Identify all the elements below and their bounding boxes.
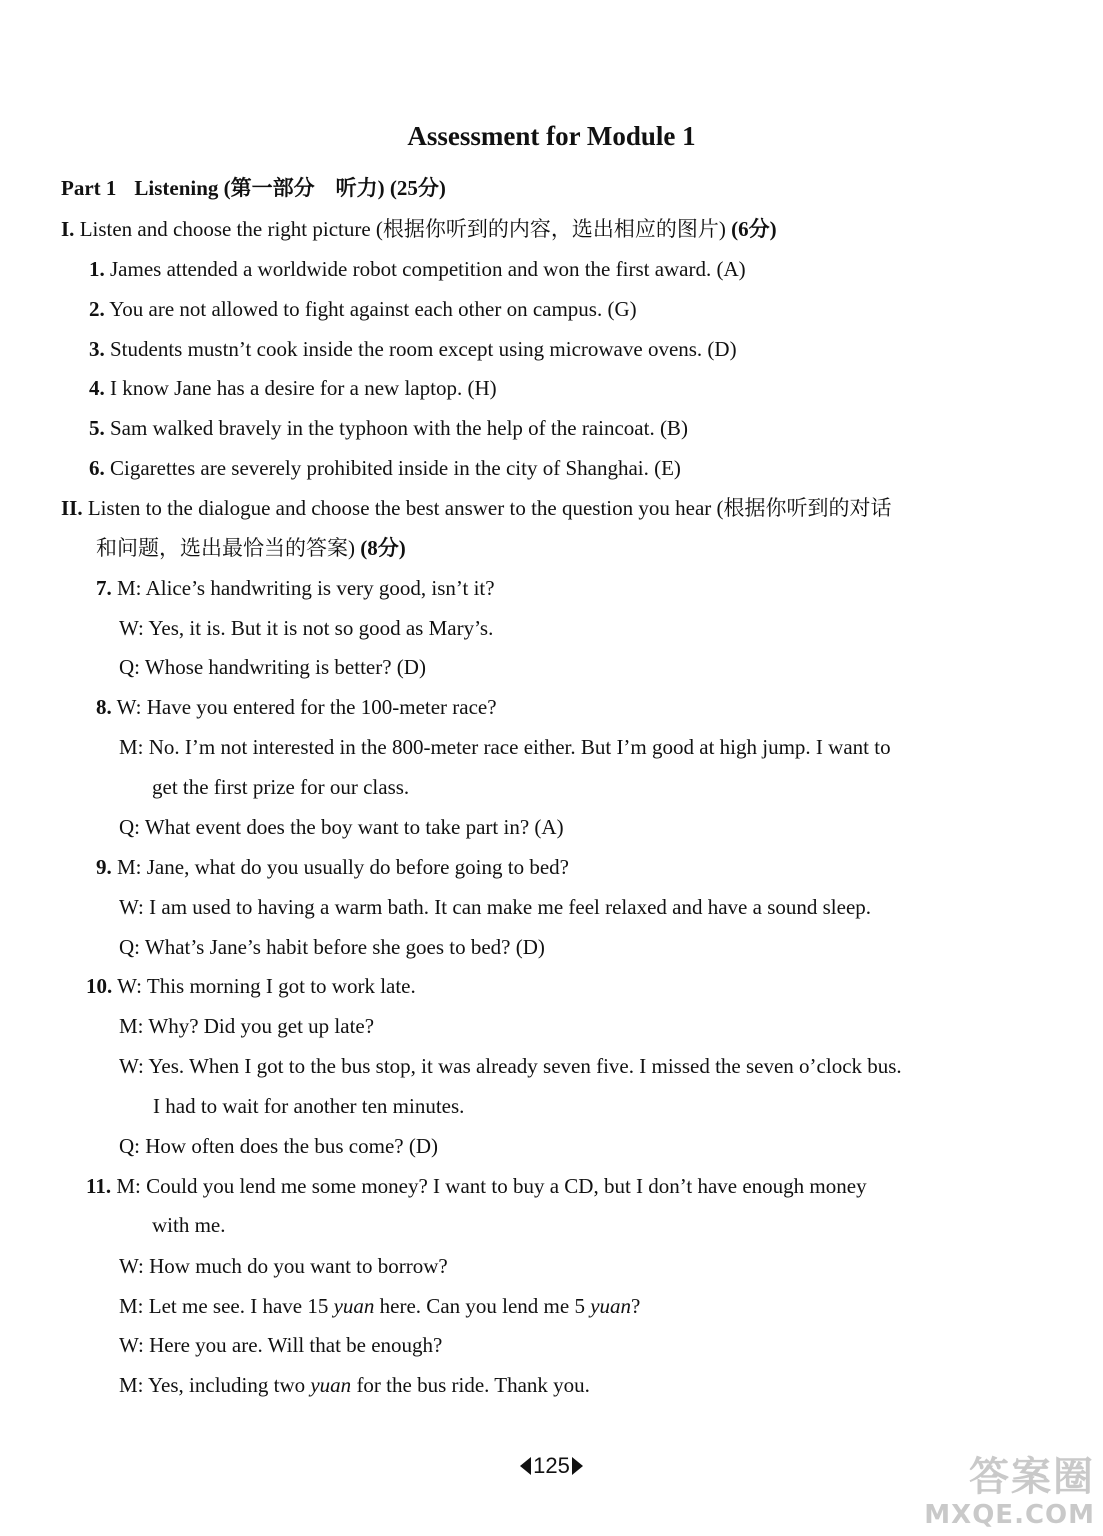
dialogue-line: Q: What event does the boy want to take part in? (A)	[119, 815, 564, 839]
page-number: 125	[0, 1452, 1103, 1480]
dialogue-line: W: Here you are. Will that be enough?	[119, 1333, 443, 1357]
question-item: 2. You are not allowed to fight against each other on campus. (G)	[89, 297, 637, 321]
question-item: 1. James attended a worldwide robot competition and won the first award. (A)	[89, 257, 746, 281]
section-2-heading-cont: 和问题，选出最恰当的答案) (8分)	[96, 536, 406, 560]
dialogue-line: get the first prize for our class.	[152, 775, 410, 799]
dialogue-line: M: Let me see. I have 15 yuan here. Can you lend me 5 yuan?	[119, 1294, 641, 1318]
section-1-instruction: Listen and choose the right picture (根据你听到的内容，选出相应的图片)	[79, 217, 732, 241]
watermark-logo: 答案圈 MXQE.COM	[924, 1454, 1095, 1530]
dialogue-line: 8. W: Have you entered for the 100-meter race?	[96, 695, 497, 719]
section-1-number: I.	[61, 217, 75, 241]
dialogue-line: W: I am used to having a warm bath. It can make me feel relaxed and have a sound sleep.	[119, 895, 872, 919]
section-2-instruction: Listen to the dialogue and choose the best answer to the question you hear (根据你听到的对话	[87, 496, 892, 520]
dialogue-line: 9. M: Jane, what do you usually do before going to bed?	[96, 855, 569, 879]
dialogue-line: Q: What’s Jane’s habit before she goes to bed? (D)	[119, 935, 545, 959]
dialogue-line: Q: Whose handwriting is better? (D)	[119, 655, 426, 679]
dialogue-line: 11. M: Could you lend me some money? I want to buy a CD, but I don’t have enough money	[86, 1174, 867, 1198]
dialogue-number: 10.	[86, 974, 113, 998]
part-label: Part 1	[61, 176, 117, 200]
question-item: 5. Sam walked bravely in the typhoon with the help of the raincoat. (B)	[89, 416, 688, 440]
part-heading	[61, 174, 446, 202]
part-text: Listening (第一部分 听力) (25分)	[134, 176, 446, 200]
dialogue-number: 8.	[96, 695, 112, 719]
section-2-number: II.	[61, 496, 83, 520]
question-item: 4. I know Jane has a desire for a new laptop. (H)	[89, 376, 497, 400]
dialogue-line: W: Yes. When I got to the bus stop, it was already seven five. I missed the seven o’clock bus.	[119, 1054, 902, 1078]
dialogue-number: 7.	[96, 576, 112, 600]
dialogue-line: with me.	[152, 1213, 226, 1237]
dialogue-line: 7. M: Alice’s handwriting is very good, isn’t it?	[96, 576, 495, 600]
question-item: 3. Students mustn’t cook inside the room except using microwave ovens. (D)	[89, 337, 737, 361]
dialogue-line: M: Why? Did you get up late?	[119, 1014, 375, 1038]
page-title: Assessment for Module 1	[407, 121, 696, 151]
section-2-score: (8分)	[360, 536, 406, 560]
dialogue-number: 9.	[96, 855, 112, 879]
dialogue-line: I had to wait for another ten minutes.	[153, 1094, 465, 1118]
section-1-score: (6分)	[731, 217, 777, 241]
dialogue-line: M: No. I’m not interested in the 800-meter race either. But I’m good at high jump. I want to	[119, 735, 891, 759]
left-triangle-icon	[520, 1457, 531, 1475]
dialogue-number: 11.	[86, 1174, 112, 1198]
section-1-heading	[61, 215, 777, 243]
dialogue-line: W: How much do you want to borrow?	[119, 1254, 448, 1278]
right-triangle-icon	[572, 1457, 583, 1475]
question-item: 6. Cigarettes are severely prohibited inside in the city of Shanghai. (E)	[89, 456, 681, 480]
dialogue-line: M: Yes, including two yuan for the bus ride. Thank you.	[119, 1373, 590, 1397]
dialogue-line: 10. W: This morning I got to work late.	[86, 974, 416, 998]
dialogue-line: W: Yes, it is. But it is not so good as Mary’s.	[119, 616, 494, 640]
section-2-heading	[61, 494, 892, 522]
dialogue-line: Q: How often does the bus come? (D)	[119, 1134, 438, 1158]
